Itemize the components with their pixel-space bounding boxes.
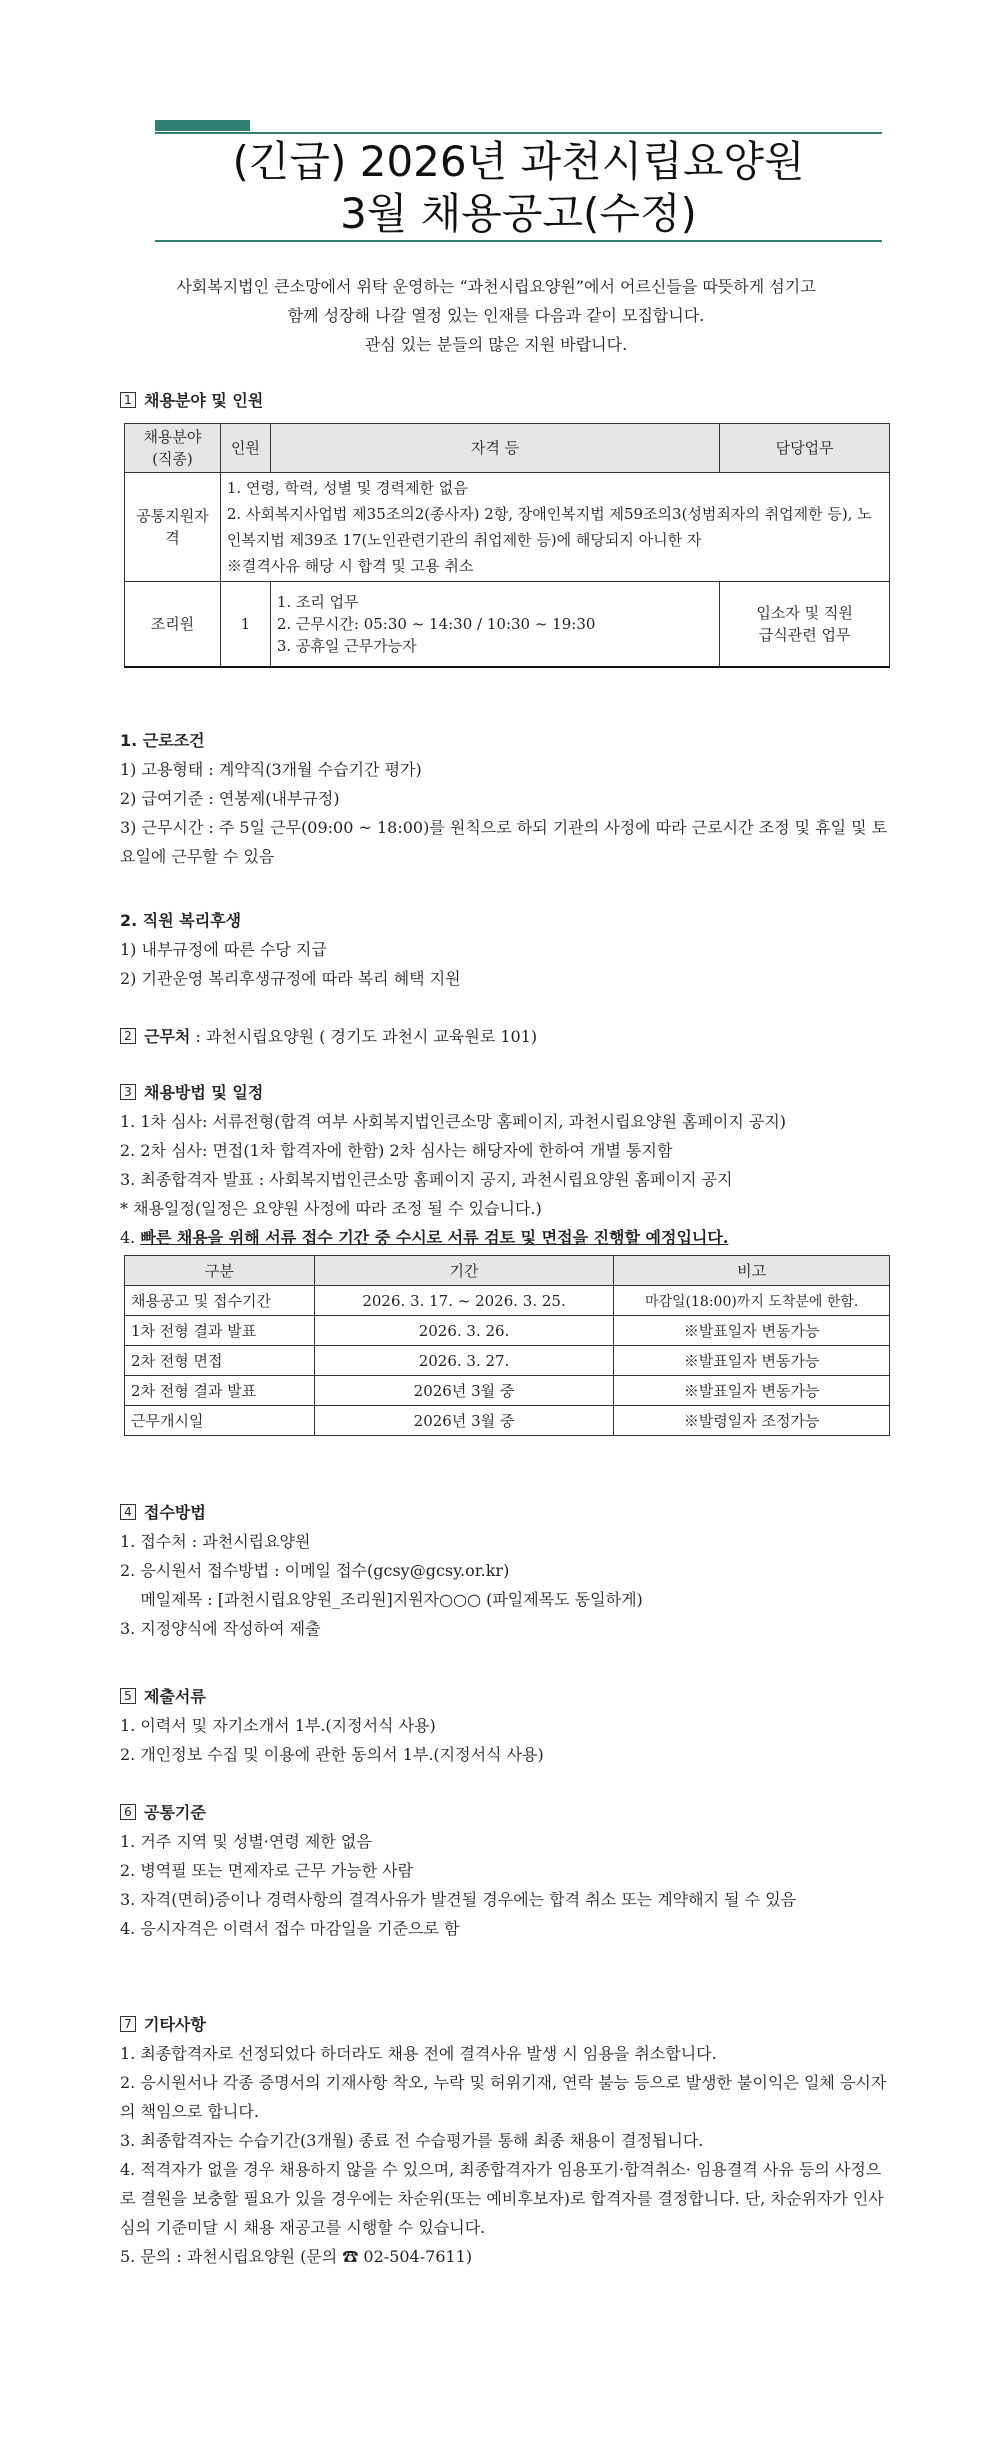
qual-line: 1. 연령, 학력, 성별 및 경력제한 없음	[226, 479, 468, 497]
common-qualifications	[220, 473, 889, 582]
urgent-notice: 빠른 채용을 위해 서류 접수 기간 중 수시로 서류 검토 및 면접을 진행할 예정입니다.	[140, 1228, 729, 1247]
schedule-note: ※발령일자 조정가능	[614, 1406, 890, 1436]
title-top-rule	[155, 132, 882, 134]
criteria-item: 3. 자격(면허)증이나 경력사항의 결격사유가 발견될 경우에는 합격 취소 또는 계약해지 될 수 있음	[120, 1890, 797, 1909]
document-item: 2. 개인정보 수집 및 이용에 관한 동의서 1부.(지정서식 사용)	[120, 1745, 544, 1764]
cook-count: 1	[220, 582, 270, 668]
table-row	[125, 1376, 890, 1406]
work-item: 2) 급여기준 : 연봉제(내부규정)	[120, 789, 340, 808]
method-item: * 채용일정(일정은 요양원 사정에 따라 조정 될 수 있습니다.)	[120, 1199, 542, 1218]
table-row	[125, 1286, 890, 1316]
page-title	[155, 136, 882, 240]
misc-item: 3. 최종합격자는 수습기간(3개월) 종료 전 수습평가를 통해 최종 채용이 결정됩니다.	[120, 2131, 704, 2150]
section-3-heading	[120, 1078, 892, 1107]
work-item: 3) 근무시간 : 주 5일 근무(09:00 ~ 18:00)를 원칙으로 하되 기관의 사정에 따라 근로시간 조정 및 휴일 및 토요일에 근무할 수 있음	[120, 818, 888, 866]
method-item: 2. 2차 심사: 면접(1차 합격자에 한함) 2차 심사는 해당자에 한하여 개별 통지함	[120, 1141, 673, 1160]
section-number-box: 4	[120, 1504, 136, 1520]
document-item: 1. 이력서 및 자기소개서 1부.(지정서식 사용)	[120, 1716, 436, 1735]
section-6	[120, 1798, 892, 1943]
criteria-item: 2. 병역필 또는 면제자로 근무 가능한 사람	[120, 1861, 414, 1880]
section-2-heading	[120, 1027, 190, 1046]
welfare	[120, 906, 892, 993]
title-line-2: 3월 채용공고(수정)	[340, 189, 697, 238]
table-row	[125, 1406, 890, 1436]
section-number-box: 1	[120, 392, 136, 408]
apply-item: 2. 응시원서 접수방법 : 이메일 접수(gcsy@gcsy.or.kr)	[120, 1561, 510, 1580]
misc-item: 4. 적격자가 없을 경우 채용하지 않을 수 있으며, 최종합격자가 임용포기·합격취소· 임용결격 사유 등의 사정으로 결원을 보충할 필요가 있을 경우에는 차순위(또는 예비후보자)로 합격자를 결정합니다. 단, 차순위자가 인사심의 기준미달 시 채용 재공고를 시행할 수 있습니다.	[120, 2160, 884, 2237]
intro-line: 사회복지법인 큰소망에서 위탁 운영하는 “과천시립요양원”에서 어르신들을 따뜻하게 섬기고	[176, 277, 816, 296]
cook-label: 조리원	[125, 582, 221, 668]
title-accent-bar	[155, 120, 250, 131]
schedule-period: 2026. 3. 26.	[314, 1316, 614, 1346]
workplace-address: : 과천시립요양원 ( 경기도 과천시 교육원로 101)	[190, 1027, 538, 1046]
qual-line: ※결격사유 해당 시 합격 및 고용 취소	[226, 557, 474, 575]
schedule-period: 2026. 3. 17. ~ 2026. 3. 25.	[314, 1286, 614, 1316]
cook-qualifications	[270, 582, 719, 668]
apply-item: 1. 접수처 : 과천시립요양원	[120, 1532, 311, 1551]
table-header-row	[125, 424, 890, 473]
intro-line: 관심 있는 분들의 많은 지원 바랍니다.	[364, 335, 628, 354]
section-title: 제출서류	[144, 1687, 206, 1706]
welfare-item: 1) 내부규정에 따른 수당 지급	[120, 940, 327, 959]
table-row	[125, 1316, 890, 1346]
work-title: 1. 근로조건	[120, 731, 205, 750]
title-line-1: (긴급) 2026년 과천시립요양원	[232, 137, 805, 186]
welfare-title: 2. 직원 복리후생	[120, 911, 242, 930]
method-item: 1. 1차 심사: 서류전형(합격 여부 사회복지법인큰소망 홈페이지, 과천시립요양원 홈페이지 공지)	[120, 1112, 787, 1131]
schedule-note: ※발표일자 변동가능	[614, 1376, 890, 1406]
section-number-box: 3	[120, 1084, 136, 1100]
schedule-note: ※발표일자 변동가능	[614, 1316, 890, 1346]
intro-line: 함께 성장해 나갈 열정 있는 인재를 다음과 같이 모집합니다.	[287, 306, 705, 325]
table-row-cook	[125, 582, 890, 668]
section-2	[120, 1022, 892, 1051]
schedule-note: 마감일(18:00)까지 도착분에 한함.	[614, 1286, 890, 1316]
method-item: 3. 최종합격자 발표 : 사회복지법인큰소망 홈페이지 공지, 과천시립요양원 홈페이지 공지	[120, 1170, 733, 1189]
header-count: 인원	[220, 424, 270, 473]
criteria-item: 1. 거주 지역 및 성별·연령 제한 없음	[120, 1832, 372, 1851]
work-item: 1) 고용형태 : 계약직(3개월 수습기간 평가)	[120, 760, 422, 779]
section-title: 기타사항	[144, 2015, 206, 2034]
welfare-item: 2) 기관운영 복리후생규정에 따라 복리 혜택 지원	[120, 969, 461, 988]
recruitment-table	[124, 423, 890, 668]
section-title: 접수방법	[144, 1503, 206, 1522]
notice-prefix: 4.	[120, 1228, 141, 1247]
section-7-heading	[120, 2010, 892, 2039]
section-title: 채용분야 및 인원	[144, 391, 264, 410]
schedule-period: 2026. 3. 27.	[314, 1346, 614, 1376]
apply-item: 메일제목 : [과천시립요양원_조리원]지원자○○○ (파일제목도 동일하게)	[120, 1590, 643, 1609]
schedule-table	[124, 1255, 890, 1436]
cook-line: 3. 공휴일 근무가능자	[276, 637, 417, 655]
misc-item: 2. 응시원서나 각종 증명서의 기재사항 착오, 누락 및 허위기재, 연락 불능 등으로 발생한 불이익은 일체 응시자의 책임으로 합니다.	[120, 2073, 887, 2121]
apply-item: 3. 지정양식에 작성하여 제출	[120, 1619, 321, 1638]
section-7	[120, 2010, 892, 2271]
qual-line: 2. 사회복지사업법 제35조의2(종사자) 2항, 장애인복지법 제59조의3(성범죄자의 취업제한 등), 노인복지법 제39조 17(노인관련기관의 취업제한 등)에 해당되지 아니한 자	[226, 505, 872, 549]
criteria-item: 4. 응시자격은 이력서 접수 마감일을 기준으로 함	[120, 1919, 460, 1938]
cook-duty	[720, 582, 890, 668]
schedule-item: 2차 전형 결과 발표	[125, 1376, 315, 1406]
section-1-heading	[120, 388, 263, 411]
schedule-header: 기간	[314, 1256, 614, 1286]
schedule-item: 1차 전형 결과 발표	[125, 1316, 315, 1346]
cook-line: 1. 조리 업무	[276, 593, 359, 611]
table-row	[125, 1346, 890, 1376]
work-conditions	[120, 726, 892, 871]
schedule-header-row	[125, 1256, 890, 1286]
section-5-heading	[120, 1682, 892, 1711]
section-title: 채용방법 및 일정	[144, 1083, 264, 1102]
schedule-header: 비고	[614, 1256, 890, 1286]
section-title: 공통기준	[144, 1803, 206, 1822]
duty-line: 급식관련 업무	[758, 626, 851, 644]
header-qualification: 자격 등	[270, 424, 719, 473]
section-3	[120, 1078, 892, 1252]
section-number-box: 7	[120, 2016, 136, 2032]
intro-paragraph	[100, 272, 892, 359]
section-5	[120, 1682, 892, 1769]
section-number-box: 2	[120, 1028, 136, 1044]
duty-line: 입소자 및 직원	[756, 604, 853, 622]
section-number-box: 6	[120, 1804, 136, 1820]
schedule-note: ※발표일자 변동가능	[614, 1346, 890, 1376]
table-row-common	[125, 473, 890, 582]
schedule-item: 근무개시일	[125, 1406, 315, 1436]
header-duty: 담당업무	[720, 424, 890, 473]
schedule-period: 2026년 3월 중	[314, 1406, 614, 1436]
header-field: 채용분야 (직종)	[125, 424, 221, 473]
section-title: 근무처	[144, 1027, 191, 1046]
misc-item: 1. 최종합격자로 선정되었다 하더라도 채용 전에 결격사유 발생 시 임용을 취소합니다.	[120, 2044, 717, 2063]
schedule-header: 구분	[125, 1256, 315, 1286]
misc-item: 5. 문의 : 과천시립요양원 (문의 ☎ 02-504-7611)	[120, 2247, 473, 2266]
schedule-item: 채용공고 및 접수기간	[125, 1286, 315, 1316]
schedule-item: 2차 전형 면접	[125, 1346, 315, 1376]
common-label: 공통지원자격	[125, 473, 221, 582]
title-bottom-rule	[155, 240, 882, 242]
schedule-period: 2026년 3월 중	[314, 1376, 614, 1406]
section-4-heading	[120, 1498, 892, 1527]
section-4	[120, 1498, 892, 1643]
section-number-box: 5	[120, 1688, 136, 1704]
cook-line: 2. 근무시간: 05:30 ~ 14:30 / 10:30 ~ 19:30	[276, 615, 596, 633]
section-6-heading	[120, 1798, 892, 1827]
